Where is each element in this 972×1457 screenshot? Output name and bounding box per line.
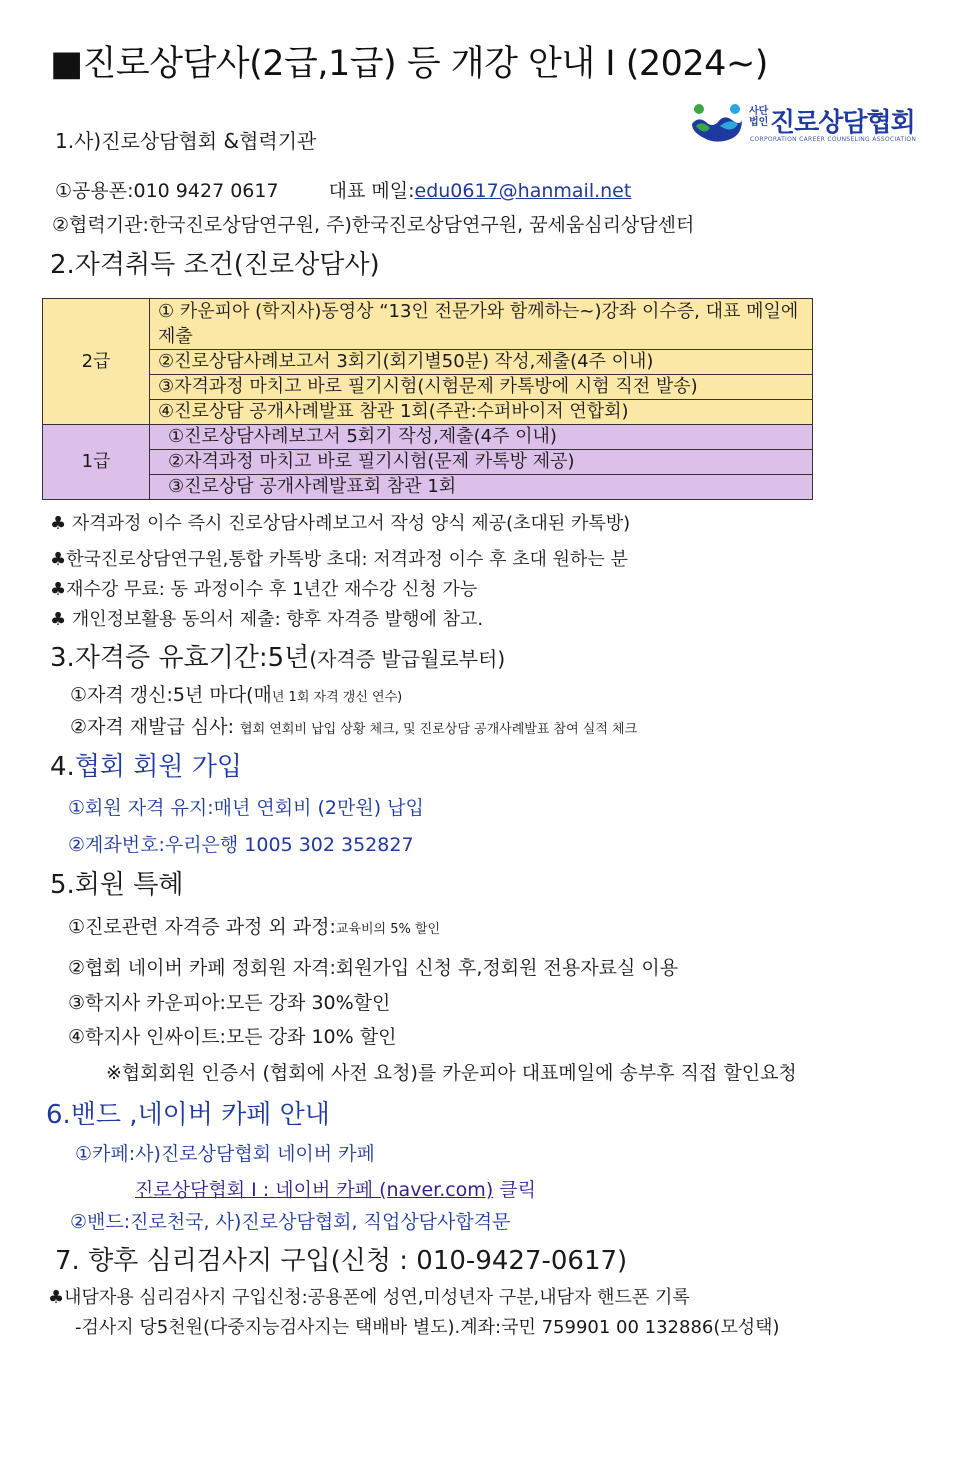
logo-english: CORPORATION CAREER COUNSELING ASSOCIATION xyxy=(750,136,917,143)
grade2-label: 2급 xyxy=(43,299,150,425)
table-row xyxy=(43,425,813,450)
membership-item: ①회원 자격 유지:매년 연회비 (2만원) 납입 xyxy=(68,797,424,819)
grade2-item: ④진로상담 공개사례발표 참관 1회(주관:수퍼바이저 연합회) xyxy=(150,400,813,425)
grade2-item: ②진로상담사례보고서 3회기(회기별50분) 작성,제출(4주 이내) xyxy=(150,350,813,375)
table-row xyxy=(43,450,813,475)
association-logo xyxy=(690,100,930,152)
section3-heading: 3.자격증 유효기간:5년(자격증 발급월로부터) xyxy=(50,643,506,673)
contact-line xyxy=(55,176,631,203)
benefit-note: ※협회회원 인증서 (협회에 사전 요청)를 카운피아 대표메일에 송부후 직접 할인요청 xyxy=(106,1062,797,1084)
account-item: ②계좌번호:우리은행 1005 302 352827 xyxy=(68,834,414,856)
test-purchase-line: ♣내담자용 심리검사지 구입신청:공용폰에 성연,미성년자 구분,내담자 핸드폰 기록 xyxy=(48,1287,690,1308)
band-item: ②밴드:진로천국, 사)진로상담협회, 직업상담사합격문 xyxy=(70,1211,511,1233)
phone-text: ①공용폰:010 9427 0617 xyxy=(55,180,279,202)
cafe-item: ①카페:사)진로상담협회 네이버 카페 xyxy=(75,1143,375,1165)
partners-text: ②협력기관:한국진로상담연구원, 주)한국진로상담연구원, 꿈세움심리상담센터 xyxy=(52,214,695,236)
grade1-item: ②자격과정 마치고 바로 필기시험(문제 카톡방 제공) xyxy=(150,450,813,475)
note-item: ♣재수강 무료: 동 과정이수 후 1년간 재수강 신청 가능 xyxy=(50,579,478,600)
test-price-line: -검사지 당5천원(다중지능검사지는 택배바 별도).계좌:국민 759901 00 132886(모성택) xyxy=(75,1317,780,1338)
logo-sub-text: 사단 법인 xyxy=(749,106,769,128)
grade1-label: 1급 xyxy=(43,425,150,500)
page-title: ■진로상담사(2급,1급) 등 개강 안내 I (2024~) xyxy=(50,44,768,84)
grade1-item: ①진로상담사례보고서 5회기 작성,제출(4주 이내) xyxy=(150,425,813,450)
section1-heading: 1.사)진로상담협회 &협력기관 xyxy=(55,129,317,153)
section6-heading: 6.밴드 ,네이버 카페 안내 xyxy=(46,1100,330,1130)
section5-heading: 5.회원 특혜 xyxy=(50,870,184,900)
section7-heading: 7. 향후 심리검사지 구입(신청 : 010-9427-0617) xyxy=(55,1246,628,1276)
reissue-item: ②자격 재발급 심사: 협회 연회비 납입 상황 체크, 및 진로상담 공개사례발표 참여 실적 체크 xyxy=(70,716,638,738)
note-item: ♣ 개인정보활용 동의서 제출: 향후 자격증 발행에 참고. xyxy=(50,609,484,630)
grade2-item: ① 카운피아 (학지사)동영상 “13인 전문가와 함께하는~)강좌 이수증, 대표 메일에 제출 xyxy=(150,299,813,350)
table-row xyxy=(43,400,813,425)
grade1-item: ③진로상담 공개사례발표회 참관 1회 xyxy=(150,475,813,500)
note-item: ♣ 자격과정 이수 즉시 진로상담사례보고서 작성 양식 제공(초대된 카톡방) xyxy=(50,513,631,534)
section2-heading: 2.자격취득 조건(진로상담사) xyxy=(50,250,380,280)
benefit-item: ③학지사 카운피아:모든 강좌 30%할인 xyxy=(68,992,391,1014)
table-row xyxy=(43,375,813,400)
table-row xyxy=(43,475,813,500)
email-link[interactable]: edu0617@hanmail.net xyxy=(414,180,632,202)
section4-heading: 4.협회 회원 가입 xyxy=(50,752,243,782)
benefit-item: ④학지사 인싸이트:모든 강좌 10% 할인 xyxy=(68,1026,397,1048)
cafe-link[interactable]: 진로상담협회 I : 네이버 카페 (naver.com) xyxy=(135,1179,494,1201)
renewal-item: ①자격 갱신:5년 마다(매년 1회 자격 갱신 연수) xyxy=(70,684,403,706)
grade2-item: ③자격과정 마치고 바로 필기시험(시험문제 카톡방에 시험 직전 발송) xyxy=(150,375,813,400)
benefit-item: ①진로관련 자격증 과정 외 과정:교육비의 5% 할인 xyxy=(68,916,441,938)
note-item: ♣한국진로상담연구원,통합 카톡방 초대: 저격과정 이수 후 초대 원하는 분 xyxy=(50,549,628,570)
cafe-link-line: 진로상담협회 I : 네이버 카페 (naver.com) 클릭 xyxy=(135,1179,536,1201)
benefit-item: ②협회 네이버 카페 정회원 자격:회원가입 신청 후,정회원 전용자료실 이용 xyxy=(68,957,679,979)
table-row xyxy=(43,350,813,375)
email-label: 대표 메일: xyxy=(328,180,415,202)
logo-mark-icon xyxy=(690,102,744,144)
logo-name: 진로상담협회 xyxy=(770,108,915,138)
table-row xyxy=(43,299,813,350)
qualification-table xyxy=(42,298,813,500)
